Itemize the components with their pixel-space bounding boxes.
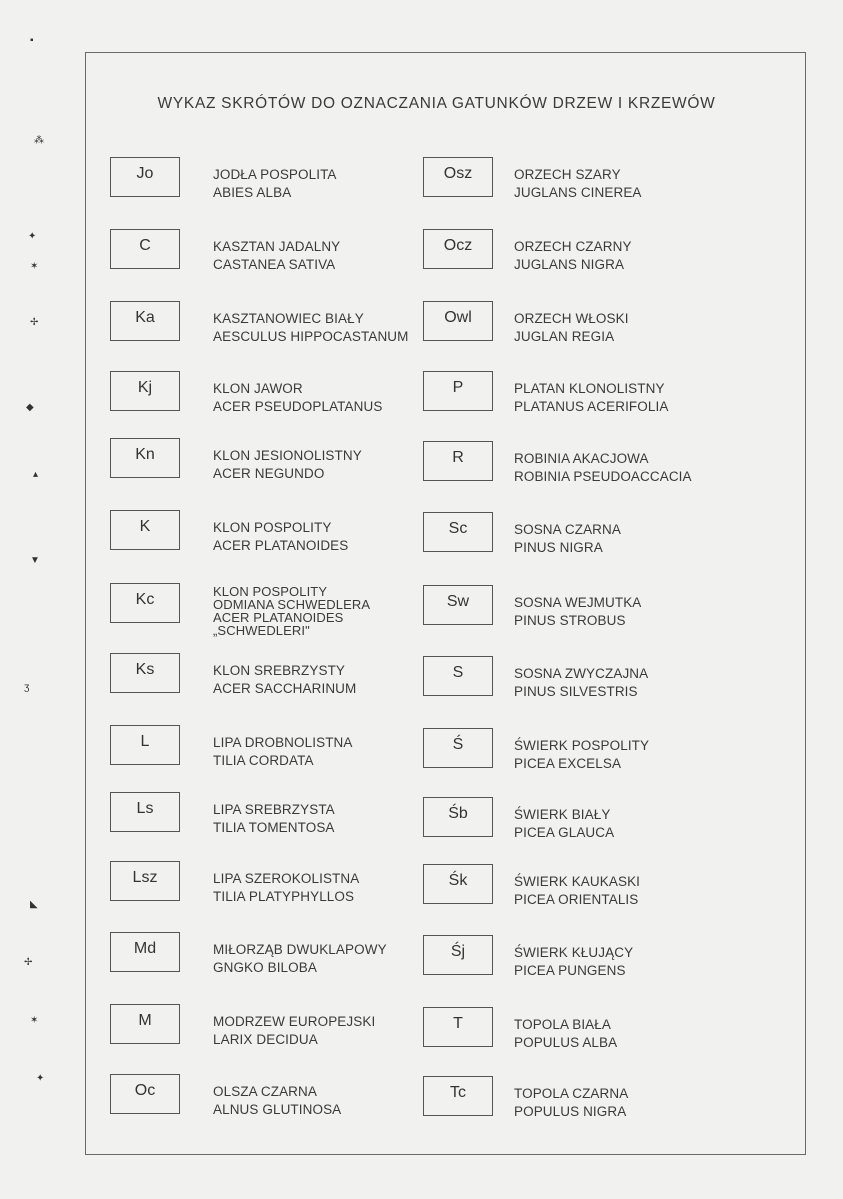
- species-names: [514, 450, 754, 486]
- species-names: [213, 519, 453, 555]
- species-names: [213, 380, 453, 416]
- species-name: KASZTAN JADALNY: [213, 239, 341, 254]
- scan-speck: ▼: [30, 555, 40, 566]
- species-names: [213, 801, 453, 837]
- scan-speck: ✦: [28, 231, 37, 242]
- abbreviation-box: Ocz: [423, 229, 493, 269]
- species-name-line: AESCULUS HIPPOCASTANUM: [213, 329, 409, 344]
- species-name: SOSNA CZARNA: [514, 522, 621, 537]
- abbreviation-box: Śb: [423, 797, 493, 837]
- scan-speck: ◆: [26, 402, 34, 413]
- abbreviation-box: K: [110, 510, 180, 550]
- species-name: LIPA SZEROKOLISTNA: [213, 871, 360, 886]
- species-names: [514, 166, 754, 202]
- species-name-line: JUGLANS CINEREA: [514, 185, 642, 200]
- species-name: KLON JAWOR: [213, 381, 303, 396]
- species-name: SOSNA WEJMUTKA: [514, 595, 642, 610]
- scan-speck: ▴: [33, 469, 39, 480]
- species-name: LIPA SREBRZYSTA: [213, 802, 335, 817]
- species-name: KASZTANOWIEC BIAŁY: [213, 311, 364, 326]
- species-name: KLON POSPOLITY: [213, 584, 328, 599]
- species-name: OLSZA CZARNA: [213, 1084, 317, 1099]
- species-name-line: „SCHWEDLERI": [213, 623, 310, 638]
- abbreviation-box: M: [110, 1004, 180, 1044]
- abbreviation-box: Śk: [423, 864, 493, 904]
- species-name-line: ACER SACCHARINUM: [213, 681, 357, 696]
- scan-speck: ✶: [30, 261, 39, 272]
- species-name-line: PICEA GLAUCA: [514, 825, 615, 840]
- abbreviation-box: Ks: [110, 653, 180, 693]
- species-name-line: PLATANUS ACERIFOLIA: [514, 399, 669, 414]
- species-names: [213, 1083, 453, 1119]
- species-name-line: TILIA CORDATA: [213, 753, 314, 768]
- abbreviation-box: Sw: [423, 585, 493, 625]
- species-names: [514, 806, 754, 842]
- species-name: JODŁA POSPOLITA: [213, 167, 337, 182]
- species-name: ORZECH WŁOSKI: [514, 311, 629, 326]
- species-name-line: PICEA EXCELSA: [514, 756, 622, 771]
- species-name-line: TILIA TOMENTOSA: [213, 820, 335, 835]
- species-names: [514, 521, 754, 557]
- abbreviation-box: Śj: [423, 935, 493, 975]
- abbreviation-box: Ka: [110, 301, 180, 341]
- species-names: [213, 166, 453, 202]
- species-name-line: PICEA ORIENTALIS: [514, 892, 639, 907]
- species-name-line: JUGLANS NIGRA: [514, 257, 625, 272]
- species-names: [514, 737, 754, 773]
- species-name-line: CASTANEA SATIVA: [213, 257, 336, 272]
- species-names: [514, 594, 754, 630]
- species-names: [213, 310, 453, 346]
- abbreviation-box: S: [423, 656, 493, 696]
- species-name: ORZECH CZARNY: [514, 239, 632, 254]
- species-names: [514, 1016, 754, 1052]
- scan-speck: ʒ: [24, 682, 30, 693]
- species-name: ŚWIERK POSPOLITY: [514, 738, 650, 753]
- species-name: ORZECH SZARY: [514, 167, 621, 182]
- species-name-line: PINUS STROBUS: [514, 613, 626, 628]
- abbreviation-box: Osz: [423, 157, 493, 197]
- species-names: [514, 665, 754, 701]
- species-name: MIŁORZĄB DWUKLAPOWY: [213, 942, 387, 957]
- species-names: [213, 734, 453, 770]
- species-names: [514, 380, 754, 416]
- scan-speck: ✶: [30, 1015, 39, 1026]
- abbreviation-box: Jo: [110, 157, 180, 197]
- species-name-line: ABIES ALBA: [213, 185, 292, 200]
- species-name: ROBINIA AKACJOWA: [514, 451, 649, 466]
- abbreviation-box: Ś: [423, 728, 493, 768]
- species-names: [514, 944, 754, 980]
- species-names: [213, 238, 453, 274]
- species-names: [514, 1085, 754, 1121]
- species-name: TOPOLA CZARNA: [514, 1086, 629, 1101]
- scan-speck: ◣: [30, 899, 38, 910]
- species-name-line: ACER PLATANOIDES: [213, 538, 349, 553]
- abbreviation-box: Ls: [110, 792, 180, 832]
- scan-speck: ✦: [36, 1073, 45, 1084]
- species-name: SOSNA ZWYCZAJNA: [514, 666, 649, 681]
- abbreviation-box: Sc: [423, 512, 493, 552]
- abbreviation-box: Owl: [423, 301, 493, 341]
- species-names: [514, 310, 754, 346]
- abbreviation-box: Lsz: [110, 861, 180, 901]
- abbreviation-box: Kn: [110, 438, 180, 478]
- species-name-line: TILIA PLATYPHYLLOS: [213, 889, 355, 904]
- species-name-line: PINUS NIGRA: [514, 540, 603, 555]
- abbreviation-box: Md: [110, 932, 180, 972]
- species-names: [213, 662, 453, 698]
- abbreviation-box: C: [110, 229, 180, 269]
- species-name: KLON JESIONOLISTNY: [213, 448, 362, 463]
- species-name-line: ODMIANA SCHWEDLERA: [213, 597, 371, 612]
- species-name: LIPA DROBNOLISTNA: [213, 735, 353, 750]
- species-names: [213, 585, 453, 637]
- species-name: TOPOLA BIAŁA: [514, 1017, 611, 1032]
- scan-speck: ▪: [30, 35, 34, 46]
- species-name-line: ACER PLATANOIDES: [213, 610, 344, 625]
- species-names: [514, 238, 754, 274]
- species-name-line: JUGLAN REGIA: [514, 329, 615, 344]
- species-names: [213, 1013, 453, 1049]
- species-name: KLON SREBRZYSTY: [213, 663, 346, 678]
- species-name-line: PICEA PUNGENS: [514, 963, 626, 978]
- scan-speck: ✢: [30, 317, 39, 328]
- abbreviation-box: R: [423, 441, 493, 481]
- species-names: [213, 447, 453, 483]
- species-name: ŚWIERK KAUKASKI: [514, 874, 641, 889]
- page-title: WYKAZ SKRÓTÓW DO OZNACZANIA GATUNKÓW DRZEW I KRZEWÓW: [157, 95, 716, 112]
- species-name: MODRZEW EUROPEJSKI: [213, 1014, 376, 1029]
- species-names: [213, 870, 453, 906]
- species-name-line: GNGKO BILOBA: [213, 960, 317, 975]
- species-name-line: ROBINIA PSEUDOACCACIA: [514, 469, 692, 484]
- abbreviation-box: Oc: [110, 1074, 180, 1114]
- species-name: KLON POSPOLITY: [213, 520, 332, 535]
- species-name-line: ACER PSEUDOPLATANUS: [213, 399, 383, 414]
- abbreviation-box: T: [423, 1007, 493, 1047]
- species-name-line: ACER NEGUNDO: [213, 466, 325, 481]
- abbreviation-box: P: [423, 371, 493, 411]
- abbreviation-box: Tc: [423, 1076, 493, 1116]
- species-name-line: POPULUS ALBA: [514, 1035, 618, 1050]
- species-name: PLATAN KLONOLISTNY: [514, 381, 665, 396]
- scan-speck: ✢: [24, 957, 33, 968]
- species-name: ŚWIERK KŁUJĄCY: [514, 945, 634, 960]
- abbreviation-box: Kc: [110, 583, 180, 623]
- species-name-line: ALNUS GLUTINOSA: [213, 1102, 342, 1117]
- species-name-line: LARIX DECIDUA: [213, 1032, 318, 1047]
- species-name: ŚWIERK BIAŁY: [514, 807, 611, 822]
- species-names: [514, 873, 754, 909]
- species-names: [213, 941, 453, 977]
- species-name-line: PINUS SILVESTRIS: [514, 684, 638, 699]
- abbreviation-box: L: [110, 725, 180, 765]
- abbreviation-box: Kj: [110, 371, 180, 411]
- species-name-line: POPULUS NIGRA: [514, 1104, 627, 1119]
- scan-speck: ⁂: [34, 135, 44, 146]
